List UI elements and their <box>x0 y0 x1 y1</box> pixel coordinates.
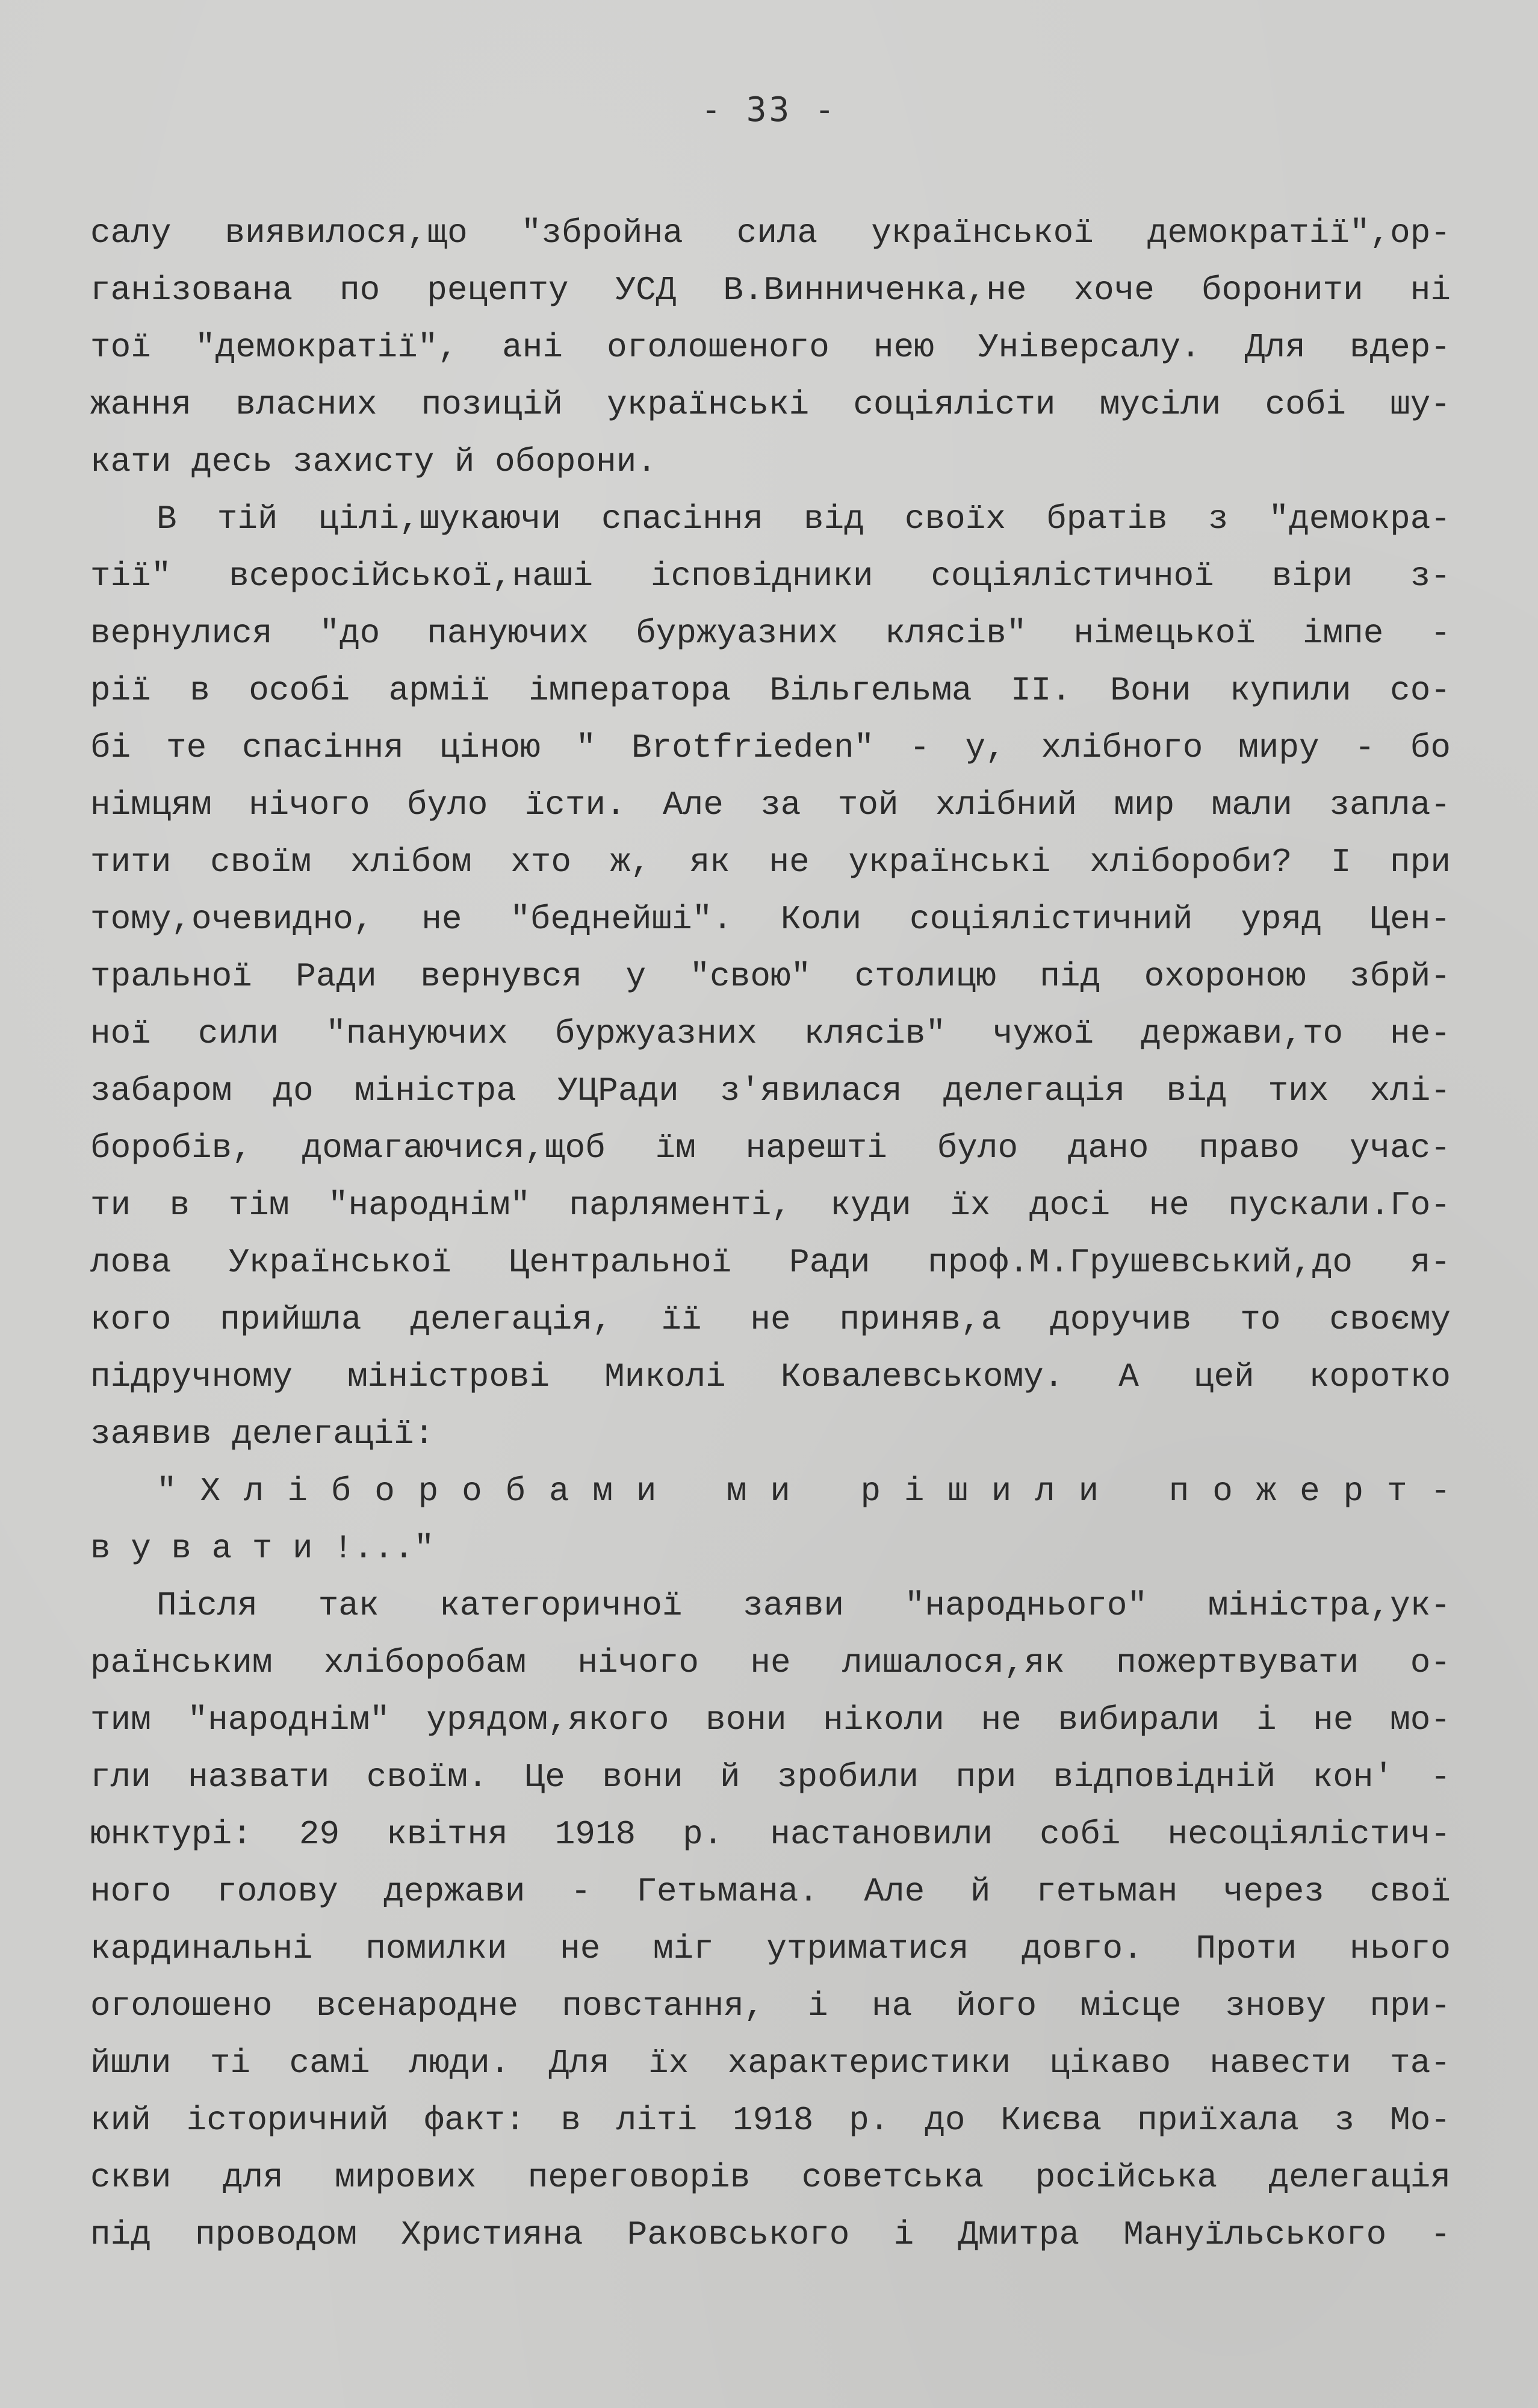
text-line: тому,очевидно, не "беднейші". Коли соціялістичний уряд Цен- <box>90 900 1451 939</box>
text-line: підручному міністрові Миколі Ковалевському. А цей коротко <box>90 1358 1451 1396</box>
text-line: йшли ті самі люди. Для їх характеристики цікаво навести та- <box>90 2044 1451 2082</box>
text-line: заявив делегації: <box>90 1415 435 1453</box>
text-line: юнктурі: 29 квітня 1918 р. настановили собі несоціялістич- <box>90 1815 1451 1854</box>
text-line: тії" всеросійської,наші ісповідники соціялістичної віри з- <box>90 557 1451 595</box>
text-line: тити своїм хлібом хто ж, як не українські хлібороби? І при <box>90 843 1451 881</box>
text-line: боробів, домагаючися,щоб їм нарешті було дано право учас- <box>90 1129 1451 1167</box>
text-line: гли назвати своїм. Це вони й зробили при відповідній кон' - <box>90 1758 1451 1796</box>
text-line: жання власних позицій українські соціялісти мусіли собі шу- <box>90 385 1451 424</box>
text-line: оголошено всенародне повстання, і на його місце знову при- <box>90 1987 1451 2025</box>
text-line: ганізована по рецепту УСД В.Винниченка,не хоче боронити ні <box>90 271 1451 309</box>
page-number: - 33 - <box>701 90 837 129</box>
text-line: В тій цілі,шукаючи спасіння від своїх братів з "демокра- <box>157 500 1451 538</box>
text-line: салу виявилося,що "збройна сила української демократії",ор- <box>90 214 1451 252</box>
text-line: кардинальні помилки не міг утриматися довго. Проти нього <box>90 1929 1451 1968</box>
text-line: бі те спасіння ціною " Brotfrieden" - у, хлібного миру - бо <box>90 728 1451 767</box>
text-line: ної сили "пануючих буржуазних клясів" чужої держави,то не- <box>90 1014 1451 1053</box>
text-line: скви для мирових переговорів советська російська делегація <box>90 2158 1451 2197</box>
text-line: ного голову держави - Гетьмана. Але й гетьман через свої <box>90 1872 1451 1911</box>
quote-line: в у в а т и !..." <box>90 1529 435 1568</box>
text-line: ти в тім "народнім" парляменті, куди їх досі не пускали.Го- <box>90 1186 1451 1224</box>
text-line: кати десь захисту й оборони. <box>90 442 657 481</box>
text-line: тим "народнім" урядом,якого вони ніколи не вибирали і не мо- <box>90 1701 1451 1739</box>
text-line: вернулися "до пануючих буржуазних клясів" німецької імпе - <box>90 614 1451 653</box>
text-line: німцям нічого було їсти. Але за той хлібний мир мали запла- <box>90 786 1451 824</box>
text-line: тої "демократії", ані оголошеного нею Універсалу. Для вдер- <box>90 328 1451 367</box>
quote-line: " Х л і б о р о б а м и м и р і ш и л и п о ж е р т - <box>157 1472 1451 1510</box>
text-line: забаром до міністра УЦРади з'явилася делегація від тих хлі- <box>90 1072 1451 1110</box>
text-line: кого прийшла делегація, її не приняв,а доручив то своєму <box>90 1300 1451 1339</box>
text-line: тральної Ради вернувся у "свою" столицю під охороною збрй- <box>90 957 1451 996</box>
text-line: Після так категоричної заяви "народнього" міністра,ук- <box>157 1586 1451 1625</box>
text-line: кий історичний факт: в літі 1918 р. до Києва приїхала з Мо- <box>90 2101 1451 2140</box>
text-line: раїнським хліборобам нічого не лишалося,як пожертвувати о- <box>90 1643 1451 1682</box>
text-line: лова Української Центральної Ради проф.М.Грушевський,до я- <box>90 1243 1451 1282</box>
body-text <box>90 205 1451 2264</box>
text-line: рії в особі армії імператора Вільгельма II. Вони купили со- <box>90 671 1451 710</box>
text-line: під проводом Християна Раковського і Дмитра Мануїльського - <box>90 2215 1451 2254</box>
